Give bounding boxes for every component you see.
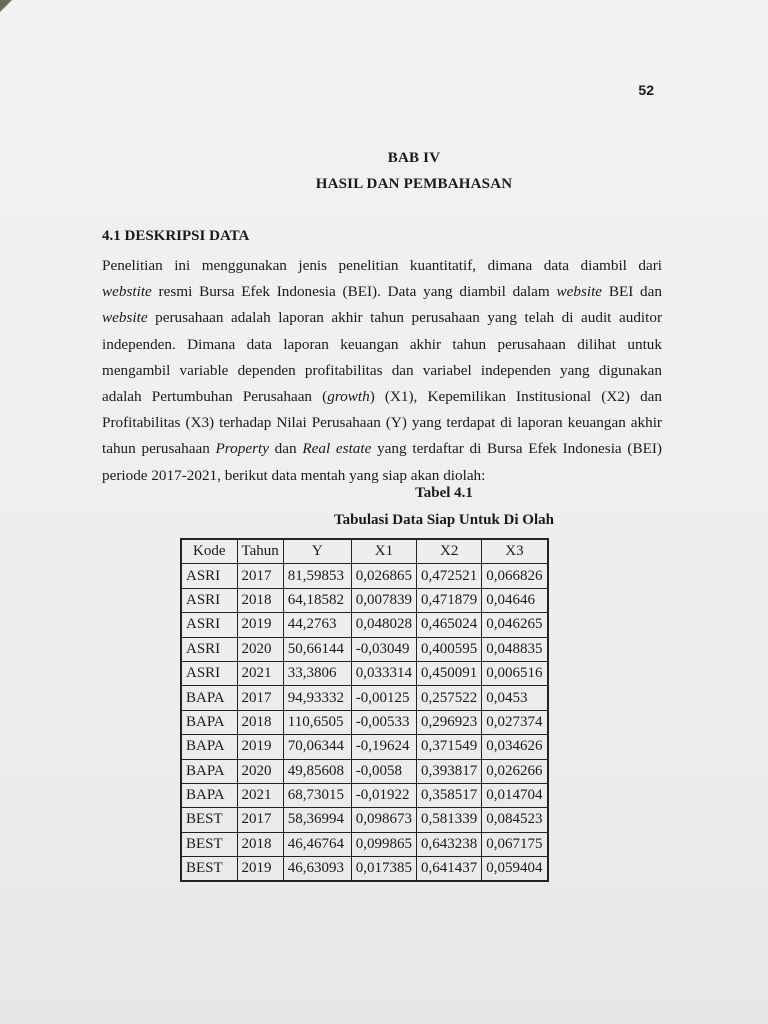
- header-x1: X1: [351, 539, 416, 564]
- cell-x1: 0,017385: [351, 857, 416, 882]
- page-number: 52: [638, 82, 654, 98]
- cell-tahun: 2021: [237, 661, 283, 685]
- cell-x2: 0,472521: [417, 564, 482, 588]
- cell-x2: 0,371549: [417, 735, 482, 759]
- table-row: [181, 735, 548, 759]
- paragraph-line: [102, 436, 662, 462]
- table-caption: Tabulasi Data Siap Untuk Di Olah: [334, 512, 554, 528]
- table-row: [181, 661, 548, 685]
- cell-kode: BEST: [181, 832, 237, 856]
- cell-tahun: 2018: [237, 710, 283, 734]
- cell-x2: 0,400595: [417, 637, 482, 661]
- paragraph-text: adalah Pertumbuhan Perusahaan (: [102, 387, 328, 405]
- cell-x2: 0,471879: [417, 588, 482, 612]
- cell-x1: 0,007839: [351, 588, 416, 612]
- cell-x1: 0,099865: [351, 832, 416, 856]
- table-row: [181, 710, 548, 734]
- paragraph-text: independen. Dimana data laporan keuangan akhir tahun perusahaan dilihat untuk: [102, 335, 662, 353]
- cell-x2: 0,393817: [417, 759, 482, 783]
- cell-x1: -0,0058: [351, 759, 416, 783]
- paragraph-line: [102, 279, 662, 305]
- cell-tahun: 2017: [237, 564, 283, 588]
- cell-kode: ASRI: [181, 564, 237, 588]
- cell-y: 81,59853: [283, 564, 351, 588]
- cell-tahun: 2017: [237, 686, 283, 710]
- cell-x2: 0,643238: [417, 832, 482, 856]
- cell-y: 94,93332: [283, 686, 351, 710]
- paragraph-text: BEI dan: [602, 283, 662, 301]
- header-y: Y: [283, 539, 351, 564]
- table-header-row: [181, 539, 548, 564]
- table-row: [181, 613, 548, 637]
- table-row: [181, 857, 548, 882]
- cell-kode: BAPA: [181, 710, 237, 734]
- table-row: [181, 808, 548, 832]
- cell-y: 70,06344: [283, 735, 351, 759]
- cell-x2: 0,296923: [417, 710, 482, 734]
- table-row: [181, 759, 548, 783]
- cell-y: 58,36994: [283, 808, 351, 832]
- cell-y: 33,3806: [283, 661, 351, 685]
- paragraph-text: dan: [268, 440, 303, 458]
- cell-x3: 0,026266: [482, 759, 548, 783]
- table-row: [181, 637, 548, 661]
- cell-x1: 0,033314: [351, 661, 416, 685]
- cell-x3: 0,0453: [482, 686, 548, 710]
- cell-x2: 0,358517: [417, 783, 482, 807]
- cell-x3: 0,067175: [482, 832, 548, 856]
- header-kode: Kode: [181, 539, 237, 564]
- paragraph-line: [102, 305, 662, 331]
- cell-kode: ASRI: [181, 588, 237, 612]
- cell-kode: BAPA: [181, 783, 237, 807]
- cell-x3: 0,006516: [482, 661, 548, 685]
- cell-x3: 0,027374: [482, 710, 548, 734]
- cell-x3: 0,046265: [482, 613, 548, 637]
- cell-x1: 0,048028: [351, 613, 416, 637]
- body-paragraph: [102, 253, 662, 489]
- cell-y: 46,63093: [283, 857, 351, 882]
- cell-tahun: 2018: [237, 588, 283, 612]
- cell-tahun: 2019: [237, 735, 283, 759]
- paragraph-text: perusahaan adalah laporan akhir tahun perusahaan yang telah di audit auditor: [147, 309, 662, 327]
- italic-term: Real estate: [302, 440, 372, 458]
- cell-tahun: 2019: [237, 857, 283, 882]
- cell-kode: BAPA: [181, 759, 237, 783]
- cell-tahun: 2021: [237, 783, 283, 807]
- paragraph-line: [102, 358, 662, 384]
- cell-x1: -0,00533: [351, 710, 416, 734]
- cell-x1: -0,00125: [351, 686, 416, 710]
- chapter-number: BAB IV: [387, 150, 441, 166]
- cell-y: 64,18582: [283, 588, 351, 612]
- cell-x1: 0,026865: [351, 564, 416, 588]
- chapter-title: HASIL DAN PEMBAHASAN: [315, 176, 513, 192]
- italic-term: Property: [215, 440, 269, 458]
- cell-y: 44,2763: [283, 613, 351, 637]
- data-table: [180, 538, 549, 882]
- cell-x3: 0,014704: [482, 783, 548, 807]
- cell-tahun: 2019: [237, 613, 283, 637]
- cell-kode: ASRI: [181, 637, 237, 661]
- cell-x2: 0,257522: [417, 686, 482, 710]
- italic-term: website: [102, 309, 148, 327]
- header-x2: X2: [417, 539, 482, 564]
- cell-x3: 0,059404: [482, 857, 548, 882]
- cell-x1: -0,19624: [351, 735, 416, 759]
- paragraph-line: [102, 253, 662, 279]
- cell-kode: BAPA: [181, 686, 237, 710]
- cell-x1: -0,03049: [351, 637, 416, 661]
- cell-y: 68,73015: [283, 783, 351, 807]
- paragraph-text: yang terdaftar di Bursa Efek Indonesia (BEI): [371, 440, 662, 458]
- paragraph-text: mengambil variable dependen profitabilitas dan variabel independen yang digunakan: [102, 361, 662, 379]
- paragraph-text: Profitabilitas (X3) terhadap Nilai Perusahaan (Y) yang terdapat di laporan keuangan akhir: [102, 414, 662, 432]
- cell-y: 49,85608: [283, 759, 351, 783]
- cell-x1: -0,01922: [351, 783, 416, 807]
- cell-x3: 0,04646: [482, 588, 548, 612]
- cell-y: 110,6505: [283, 710, 351, 734]
- cell-x1: 0,098673: [351, 808, 416, 832]
- paragraph-line: [102, 332, 662, 358]
- table-row: [181, 783, 548, 807]
- section-title: 4.1 DESKRIPSI DATA: [102, 228, 250, 244]
- cell-kode: ASRI: [181, 661, 237, 685]
- cell-x2: 0,581339: [417, 808, 482, 832]
- cell-y: 50,66144: [283, 637, 351, 661]
- paragraph-text: Penelitian ini menggunakan jenis penelitian kuantitatif, dimana data diambil dari: [102, 257, 662, 274]
- table-row: [181, 832, 548, 856]
- cell-y: 46,46764: [283, 832, 351, 856]
- table-row: [181, 588, 548, 612]
- cell-kode: BAPA: [181, 735, 237, 759]
- table-label: Tabel 4.1: [415, 485, 473, 501]
- paragraph-text: ) (X1), Kepemilikan Institusional (X2) dan: [369, 387, 662, 405]
- paragraph-text: periode 2017-2021, berikut data mentah yang siap akan diolah:: [102, 466, 486, 484]
- paragraph-line: [102, 384, 662, 410]
- italic-term: website: [556, 283, 603, 301]
- table-row: [181, 686, 548, 710]
- header-tahun: Tahun: [237, 539, 283, 564]
- header-x3: X3: [482, 539, 548, 564]
- cell-x2: 0,641437: [417, 857, 482, 882]
- cell-x3: 0,048835: [482, 637, 548, 661]
- cell-tahun: 2020: [237, 759, 283, 783]
- cell-x2: 0,465024: [417, 613, 482, 637]
- cell-x3: 0,084523: [482, 808, 548, 832]
- paragraph-text: resmi Bursa Efek Indonesia (BEI). Data yang diambil dalam: [151, 283, 557, 301]
- page-corner-mark: [0, 0, 12, 12]
- cell-kode: BEST: [181, 857, 237, 882]
- cell-kode: ASRI: [181, 613, 237, 637]
- paragraph-text: tahun perusahaan: [102, 440, 216, 458]
- italic-term: growth: [327, 387, 370, 405]
- cell-kode: BEST: [181, 808, 237, 832]
- cell-x3: 0,034626: [482, 735, 548, 759]
- cell-x3: 0,066826: [482, 564, 548, 588]
- cell-tahun: 2018: [237, 832, 283, 856]
- cell-tahun: 2020: [237, 637, 283, 661]
- paragraph-line: [102, 410, 662, 436]
- italic-term: webstite: [102, 283, 152, 301]
- table-row: [181, 564, 548, 588]
- cell-tahun: 2017: [237, 808, 283, 832]
- cell-x2: 0,450091: [417, 661, 482, 685]
